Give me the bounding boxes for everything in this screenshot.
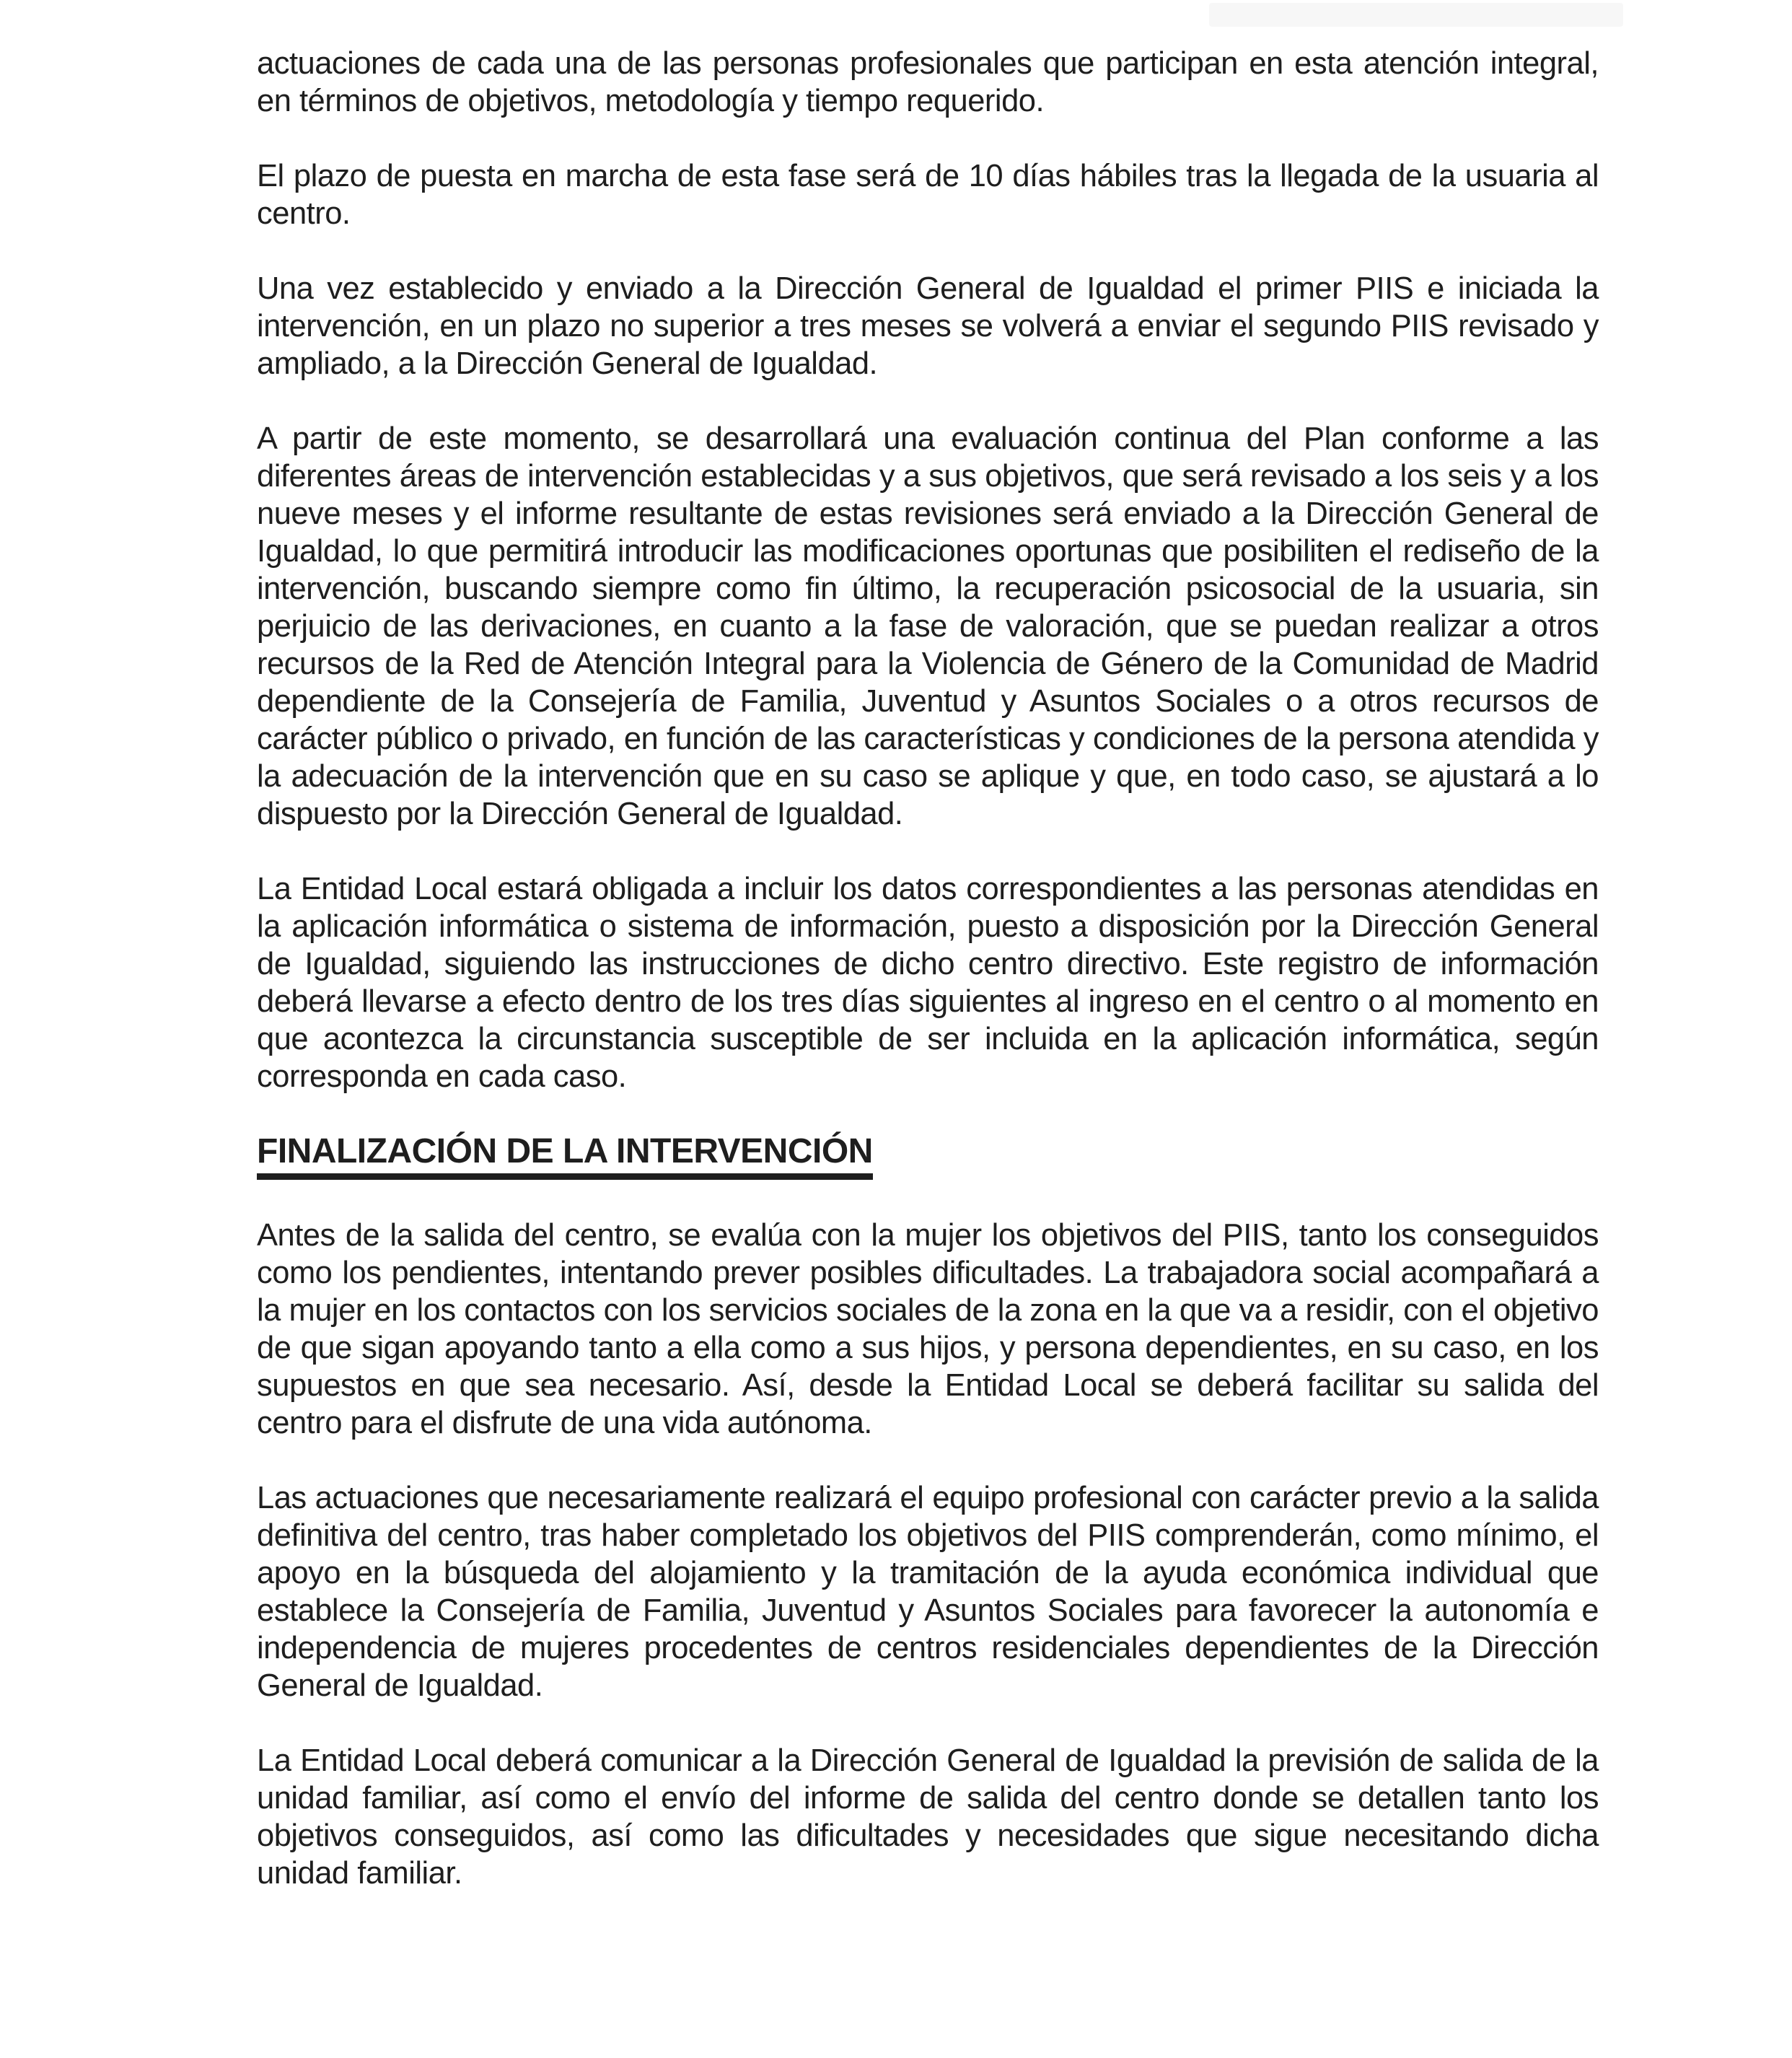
section-heading-finalizacion [257, 1133, 1599, 1170]
paragraph-prevision-salida: La Entidad Local deberá comunicar a la Dirección General de Igualdad la previsión de salida de la unidad familiar, así como el envío del informe de salida del centro donde se detallen tanto los objetivos conseguidos, así como las dificultades y necesidades que sigue necesitando dicha unidad familiar. [257, 1743, 1599, 1891]
paragraph-actuaciones-previas: Las actuaciones que necesariamente realizará el equipo profesional con carácter previo a la salida definitiva del centro, tras haber completado los objetivos del PIIS comprenderán, como mínimo, el apoyo en la búsqueda del alojamiento y la tramitación de la ayuda económica individual que establece la Consejería de Familia, Juventud y Asuntos Sociales para favorecer la autonomía e independencia de mujeres procedentes de centros residenciales dependientes de la Dirección General de Igualdad. [257, 1481, 1599, 1703]
paragraph-antes-salida: Antes de la salida del centro, se evalúa con la mujer los objetivos del PIIS, tanto los conseguidos como los pendientes, intentando prever posibles dificultades. La trabajadora social acompañará a la mujer en los contactos con los servicios sociales de la zona en la que va a residir, con el objetivo de que sigan apoyando tanto a ella como a sus hijos, y persona dependientes, en su caso, en los supuestos en que sea necesario. Así, desde la Entidad Local se deberá facilitar su salida del centro para el disfrute de una vida autónoma. [257, 1218, 1599, 1440]
paragraph-evaluacion-continua: A partir de este momento, se desarrollará una evaluación continua del Plan conforme a las diferentes áreas de intervención establecidas y a sus objetivos, que será revisado a los seis y a los nueve meses y el informe resultante de estas revisiones será enviado a la Dirección General de Igualdad, lo que permitirá introducir las modificaciones oportunas que posibiliten el rediseño de la intervención, buscando siempre como fin último, la recuperación psicosocial de la usuaria, sin perjuicio de las derivaciones, en cuanto a la fase de valoración, que se puedan realizar a otros recursos de la Red de Atención Integral para la Violencia de Género de la Comunidad de Madrid dependiente de la Consejería de Familia, Juventud y Asuntos Sociales o a otros recursos de carácter público o privado, en función de las características y condiciones de la persona atendida y la adecuación de la intervención que en su caso se aplique y que, en todo caso, se ajustará a lo dispuesto por la Dirección General de Igualdad. [257, 421, 1599, 831]
paragraph-primer-piis: Una vez establecido y enviado a la Dirección General de Igualdad el primer PIIS e iniciada la intervención, en un plazo no superior a tres meses se volverá a enviar el segundo PIIS revisado y ampliado, a la Dirección General de Igualdad. [257, 271, 1599, 381]
paragraph-plazo: El plazo de puesta en marcha de esta fase será de 10 días hábiles tras la llegada de la usuaria al centro. [257, 159, 1599, 231]
section-heading-text: FINALIZACIÓN DE LA INTERVENCIÓN [257, 1132, 873, 1180]
paragraph-continuation: actuaciones de cada una de las personas profesionales que participan en esta atención integral, en términos de objetivos, metodología y tiempo requerido. [257, 46, 1599, 118]
window-artifact-bar [1209, 3, 1623, 27]
document-content [257, 45, 1599, 1930]
paragraph-entidad-local-datos: La Entidad Local estará obligada a incluir los datos correspondientes a las personas atendidas en la aplicación informática o sistema de información, puesto a disposición por la Dirección General de Igualdad, siguiendo las instrucciones de dicho centro directivo. Este registro de información deberá llevarse a efecto dentro de los tres días siguientes al ingreso en el centro o al momento en que acontezca la circunstancia susceptible de ser incluida en la aplicación informática, según corresponda en cada caso. [257, 872, 1599, 1094]
